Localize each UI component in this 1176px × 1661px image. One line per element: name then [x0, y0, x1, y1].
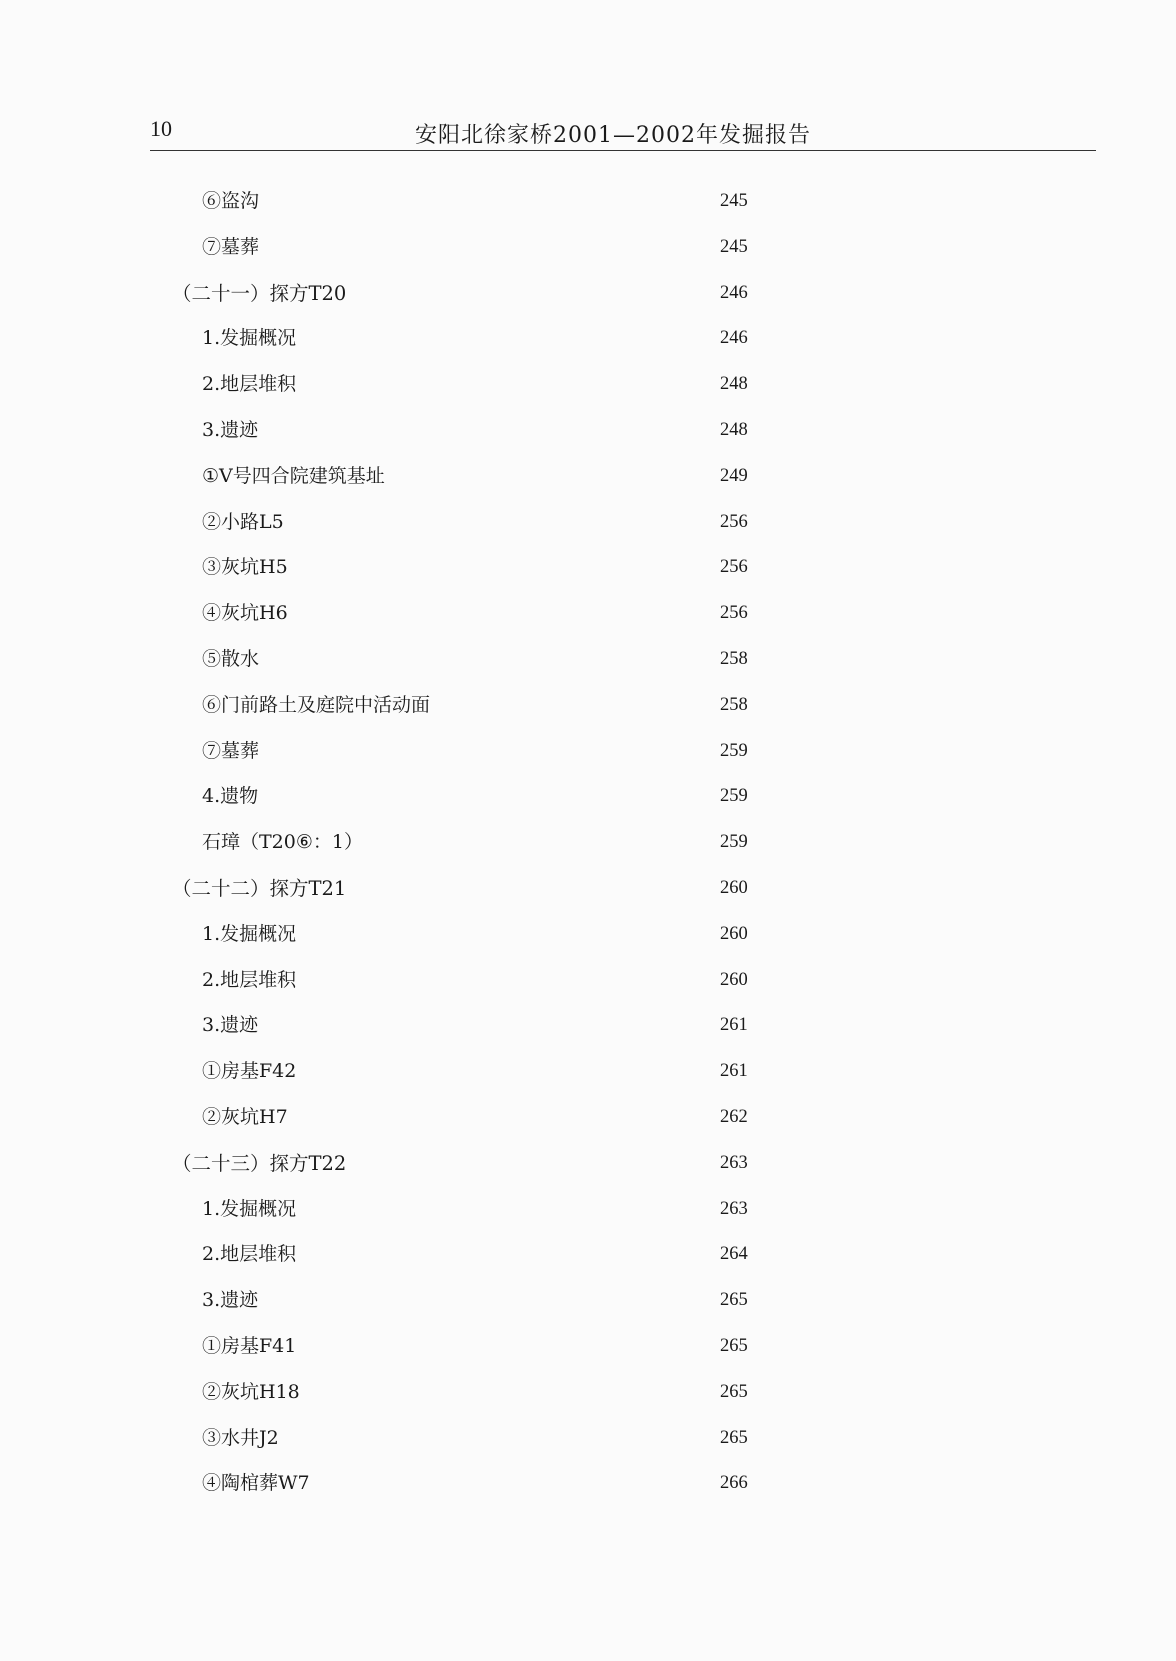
toc-entry — [0, 827, 1176, 867]
toc-entry — [0, 369, 1176, 409]
toc-entry-label: ⑤散水 — [202, 648, 260, 670]
toc-entry — [0, 1377, 1176, 1417]
toc-entry-page: 265 — [720, 1427, 748, 1448]
toc-section-entry — [0, 278, 1176, 318]
toc-entry — [0, 965, 1176, 1005]
toc-entry-page: 265 — [720, 1381, 748, 1402]
toc-entry-page: 260 — [720, 969, 748, 990]
toc-entry-label: ②灰坑H7 — [202, 1106, 288, 1128]
toc-section-entry — [0, 1148, 1176, 1188]
toc-entry — [0, 507, 1176, 547]
toc-entry-label: 1.发掘概况 — [202, 1197, 297, 1220]
toc-entry-page: 260 — [720, 923, 748, 944]
toc-entry-label: 3.遗迹 — [202, 1014, 259, 1037]
toc-entry-label: 石璋（T20⑥：1） — [202, 831, 363, 854]
toc-entry — [0, 736, 1176, 776]
toc-entry-label: ④陶棺葬W7 — [202, 1472, 310, 1495]
toc-entry-label: 4.遗物 — [202, 785, 259, 808]
toc-entry — [0, 781, 1176, 821]
toc-entry-page: 245 — [720, 236, 748, 257]
toc-entry — [0, 644, 1176, 684]
toc-entry-page: 245 — [720, 191, 748, 211]
toc-entry-label: 2.地层堆积 — [202, 968, 297, 991]
toc-entry-label: ⑦墓葬 — [202, 235, 260, 258]
toc-entry-label: 3.遗迹 — [202, 1289, 259, 1312]
toc-entry — [0, 1331, 1176, 1371]
header-rule — [150, 150, 1096, 151]
toc-entry-page: 256 — [720, 603, 748, 624]
toc-entry-label: ①房基F41 — [202, 1335, 297, 1357]
toc-entry-page: 258 — [720, 649, 748, 669]
toc-entry-page: 261 — [720, 1015, 748, 1036]
toc-entry-page: 248 — [720, 374, 748, 395]
toc-entry-label: ③灰坑H5 — [202, 556, 288, 579]
toc-entry-label: （二十三）探方T22 — [172, 1151, 347, 1175]
toc-entry — [0, 598, 1176, 638]
toc-entry-page: 259 — [720, 832, 748, 853]
toc-entry-label: ⑦墓葬 — [202, 739, 260, 762]
toc-entry-label: （二十一）探方T20 — [172, 281, 347, 305]
toc-entry-page: 246 — [720, 282, 748, 303]
toc-entry — [0, 232, 1176, 272]
toc-entry — [0, 461, 1176, 501]
toc-entry — [0, 1285, 1176, 1325]
toc-entry-label: ②灰坑H18 — [202, 1380, 300, 1403]
toc-entry-page: 263 — [720, 1198, 748, 1219]
toc-entry-page: 259 — [720, 740, 748, 761]
toc-entry-page: 249 — [720, 465, 748, 486]
toc-entry-label: ①房基F42 — [202, 1060, 297, 1083]
toc-entry-label: 1.发掘概况 — [202, 327, 297, 350]
toc-entry — [0, 1056, 1176, 1096]
toc-entry-label: 3.遗迹 — [202, 419, 259, 441]
toc-entry — [0, 186, 1176, 226]
toc-entry-page: 259 — [720, 786, 748, 807]
toc-entry-label: ⑥盗沟 — [202, 190, 260, 212]
toc-entry — [0, 1423, 1176, 1463]
toc-entry-page: 260 — [720, 878, 748, 898]
toc-entry-label: 1.发掘概况 — [202, 922, 297, 945]
toc-entry — [0, 1194, 1176, 1234]
toc-entry-page: 264 — [720, 1244, 748, 1265]
toc-entry-label: 2.地层堆积 — [202, 1243, 297, 1266]
toc-entry — [0, 415, 1176, 455]
toc-entry — [0, 323, 1176, 363]
toc-entry-label: ③水井J2 — [202, 1426, 279, 1449]
toc-entry-page: 265 — [720, 1290, 748, 1311]
toc-entry-page: 256 — [720, 557, 748, 578]
toc-entry-page: 256 — [720, 511, 748, 532]
toc-section-entry — [0, 873, 1176, 913]
toc-entry-page: 266 — [720, 1473, 748, 1494]
toc-entry-label: （二十二）探方T21 — [172, 877, 347, 900]
toc-entry-label: ⑥门前路土及庭院中活动面 — [202, 693, 431, 716]
toc-entry-page: 265 — [720, 1336, 748, 1356]
toc-entry-label: ②小路L5 — [202, 510, 284, 533]
toc-entry-label: ④灰坑H6 — [202, 602, 288, 625]
toc-entry — [0, 1102, 1176, 1142]
toc-entry-page: 262 — [720, 1107, 748, 1127]
toc-entry-page: 261 — [720, 1061, 748, 1082]
page-number: 10 — [150, 116, 172, 141]
toc-entry — [0, 1239, 1176, 1279]
toc-entry — [0, 919, 1176, 959]
toc-entry-page: 246 — [720, 328, 748, 349]
running-title: 安阳北徐家桥2001—2002年发掘报告 — [415, 123, 811, 148]
toc-entry — [0, 1468, 1176, 1508]
toc-entry-label: ①Ⅴ号四合院建筑基址 — [202, 464, 385, 487]
toc-entry — [0, 552, 1176, 592]
toc-entry — [0, 1010, 1176, 1050]
toc-entry-page: 258 — [720, 694, 748, 715]
toc-entry-page: 263 — [720, 1152, 748, 1173]
toc-entry-page: 248 — [720, 420, 748, 440]
page-header — [150, 112, 1096, 150]
toc-entry-label: 2.地层堆积 — [202, 373, 297, 396]
toc-entry — [0, 690, 1176, 730]
